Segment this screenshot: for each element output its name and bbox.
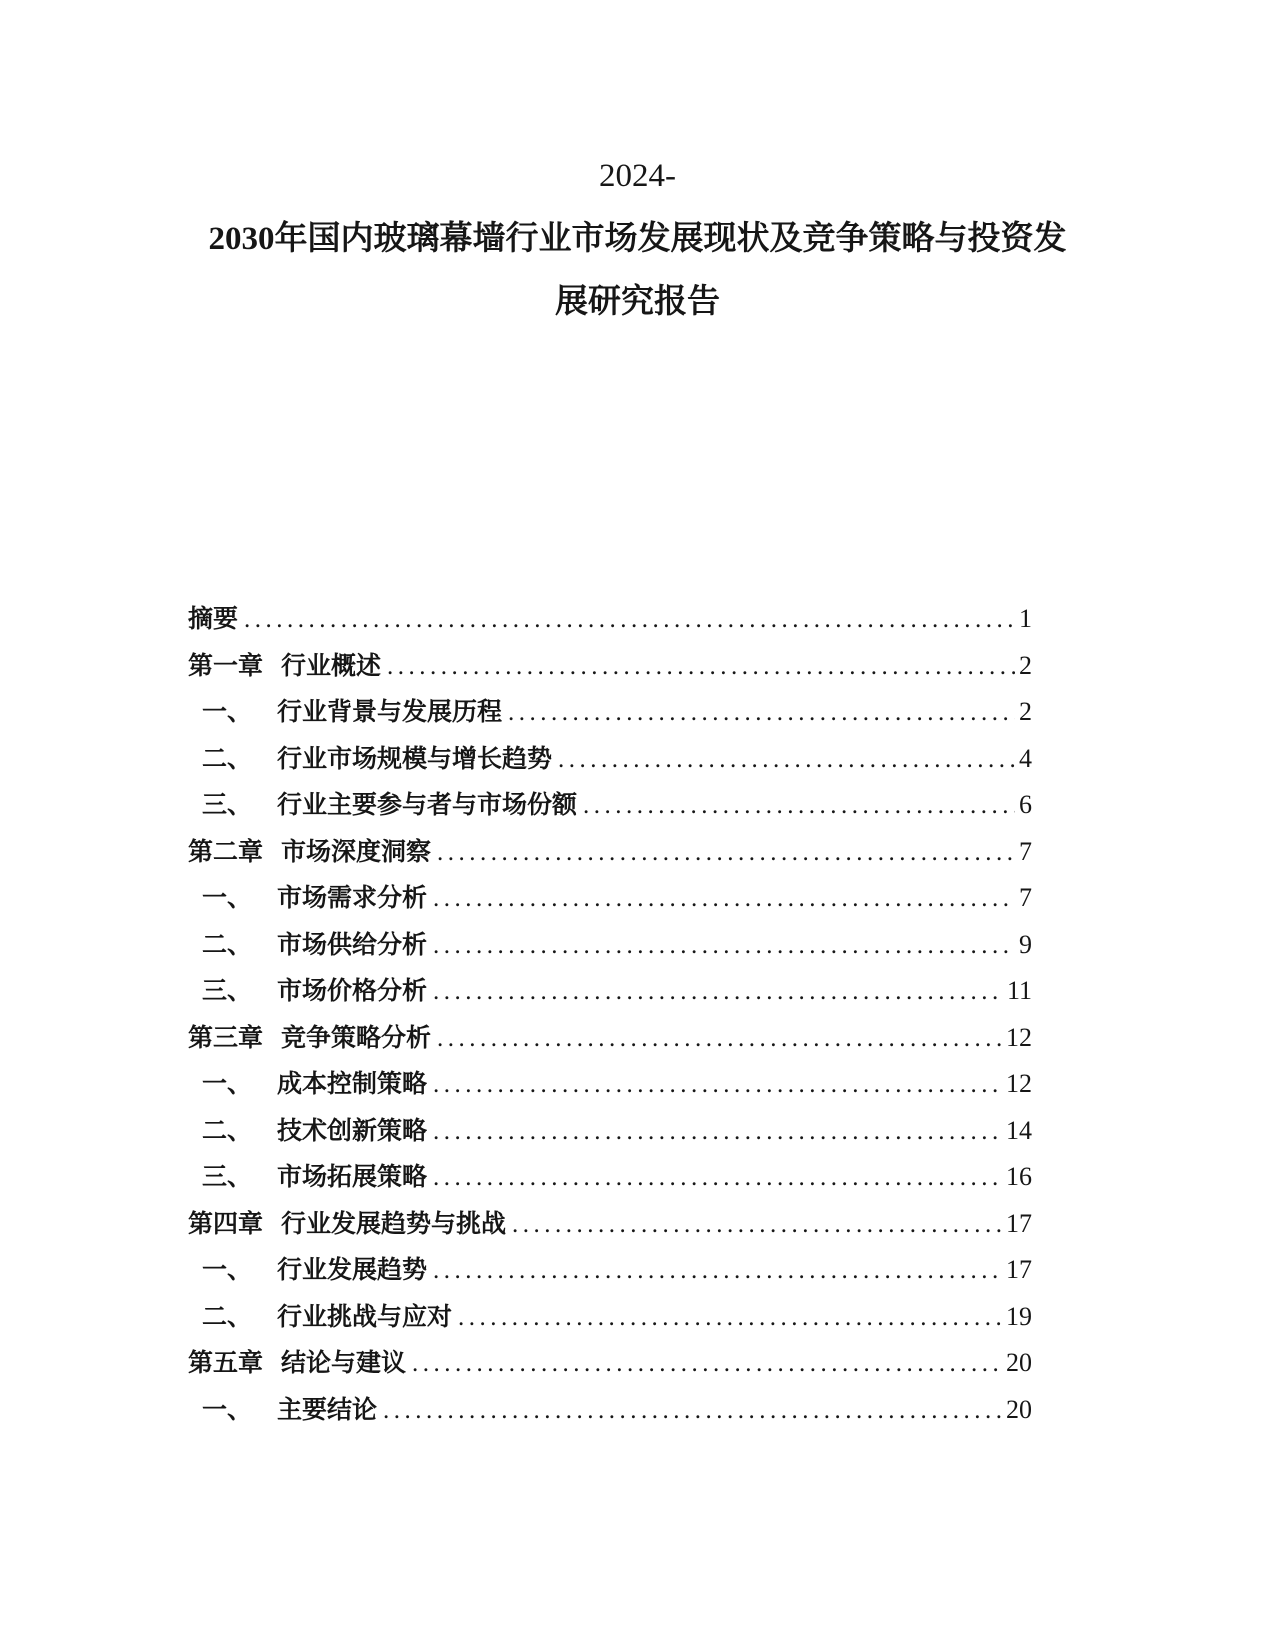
toc-entry-number: 一、 <box>202 884 253 912</box>
toc-entry-section-3-2[interactable] <box>188 1108 1032 1155</box>
report-title <box>120 145 1155 334</box>
toc-page-number: 2 <box>1019 697 1032 726</box>
toc-dot-leader <box>433 876 1015 923</box>
toc-dot-leader <box>437 1016 1002 1063</box>
toc-entry-section-3-3[interactable] <box>188 1154 1032 1201</box>
toc-entry-title: 结论与建议 <box>281 1349 407 1377</box>
toc-entry-title: 主要结论 <box>277 1395 378 1424</box>
toc-entry-section-2-1[interactable] <box>188 875 1032 922</box>
toc-page-number: 11 <box>1006 976 1032 1005</box>
toc-entry-number: 第一章 <box>188 651 264 680</box>
toc-entry-number: 一、 <box>202 698 253 726</box>
toc-dot-leader <box>512 1202 1002 1249</box>
toc-dot-leader <box>433 1109 1002 1156</box>
toc-page-number: 14 <box>1006 1115 1032 1145</box>
toc-page-number: 19 <box>1006 1301 1032 1331</box>
toc-page-number: 1 <box>1019 604 1032 633</box>
toc-entry-section-4-1[interactable] <box>188 1247 1032 1294</box>
toc-entry-title: 竞争策略分析 <box>281 1023 432 1052</box>
toc-page-number: 17 <box>1006 1255 1032 1284</box>
toc-page-number: 4 <box>1019 743 1032 773</box>
toc-entry-number: 三、 <box>202 977 253 1005</box>
toc-entry-title: 摘要 <box>188 605 239 633</box>
toc-page-number: 7 <box>1019 836 1032 866</box>
toc-page-number: 16 <box>1006 1162 1032 1191</box>
toc-page-number: 2 <box>1019 650 1032 680</box>
toc-page-number: 6 <box>1019 790 1032 819</box>
toc-entry-title: 市场深度洞察 <box>281 837 432 866</box>
toc-entry-number: 第三章 <box>188 1023 264 1052</box>
toc-entry-number: 二、 <box>202 1116 253 1145</box>
toc-entry-number: 三、 <box>202 791 253 819</box>
toc-dot-leader <box>437 830 1015 877</box>
toc-entry-chapter-4[interactable] <box>188 1201 1032 1248</box>
toc-entry-section-2-2[interactable] <box>188 922 1032 969</box>
toc-page-number: 12 <box>1006 1022 1032 1052</box>
toc-page-number: 7 <box>1019 883 1032 912</box>
toc-dot-leader <box>458 1295 1002 1342</box>
toc-entry-number: 一、 <box>202 1395 253 1424</box>
toc-entry-number: 三、 <box>202 1163 253 1191</box>
table-of-contents <box>188 596 1032 1433</box>
toc-page-number: 20 <box>1006 1394 1032 1424</box>
toc-dot-leader <box>433 969 1003 1016</box>
toc-dot-leader <box>383 1388 1002 1435</box>
toc-entry-title: 市场需求分析 <box>277 884 428 912</box>
toc-page-number: 20 <box>1006 1348 1032 1377</box>
toc-entry-title: 行业主要参与者与市场份额 <box>277 791 578 819</box>
toc-dot-leader <box>433 923 1015 970</box>
toc-entry-chapter-1[interactable] <box>188 643 1032 690</box>
toc-entry-chapter-5[interactable] <box>188 1340 1032 1387</box>
toc-entry-title: 行业发展趋势 <box>277 1256 428 1284</box>
toc-dot-leader <box>387 644 1015 691</box>
toc-page-number: 9 <box>1019 929 1032 959</box>
toc-entry-chapter-3[interactable] <box>188 1015 1032 1062</box>
toc-entry-title: 技术创新策略 <box>277 1116 428 1145</box>
toc-dot-leader <box>583 783 1015 830</box>
toc-entry-title: 市场供给分析 <box>277 930 428 959</box>
toc-entry-title: 成本控制策略 <box>277 1070 428 1098</box>
toc-page-number: 17 <box>1006 1208 1032 1238</box>
toc-entry-section-4-2[interactable] <box>188 1294 1032 1341</box>
toc-entry-abstract[interactable] <box>188 596 1032 643</box>
toc-entry-title: 行业市场规模与增长趋势 <box>277 744 553 773</box>
toc-entry-title: 行业概述 <box>281 651 382 680</box>
report-title-line-1: 2024- <box>599 158 676 194</box>
toc-entry-chapter-2[interactable] <box>188 829 1032 876</box>
toc-entry-section-1-1[interactable] <box>188 689 1032 736</box>
toc-dot-leader <box>412 1341 1002 1388</box>
toc-dot-leader <box>433 1155 1002 1202</box>
toc-dot-leader <box>508 690 1015 737</box>
toc-entry-number: 一、 <box>202 1070 253 1098</box>
toc-dot-leader <box>244 597 1015 644</box>
toc-entry-number: 第二章 <box>188 837 264 866</box>
toc-dot-leader <box>433 1062 1002 1109</box>
toc-entry-number: 二、 <box>202 1302 253 1331</box>
toc-entry-number: 第四章 <box>188 1209 264 1238</box>
toc-entry-number: 二、 <box>202 744 253 773</box>
toc-entry-title: 市场价格分析 <box>277 977 428 1005</box>
toc-page-number: 12 <box>1006 1069 1032 1098</box>
report-title-line-2: 2030年国内玻璃幕墙行业市场发展现状及竞争策略与投资发 <box>208 221 1067 257</box>
toc-dot-leader <box>433 1248 1002 1295</box>
toc-entry-title: 行业发展趋势与挑战 <box>281 1209 507 1238</box>
report-title-line-3: 展研究报告 <box>555 284 720 320</box>
toc-entry-number: 一、 <box>202 1256 253 1284</box>
toc-entry-number: 二、 <box>202 930 253 959</box>
toc-dot-leader <box>558 737 1015 784</box>
toc-entry-section-1-2[interactable] <box>188 736 1032 783</box>
toc-entry-number: 第五章 <box>188 1349 264 1377</box>
toc-entry-section-2-3[interactable] <box>188 968 1032 1015</box>
toc-entry-section-5-1[interactable] <box>188 1387 1032 1434</box>
toc-entry-title: 市场拓展策略 <box>277 1163 428 1191</box>
toc-entry-title: 行业背景与发展历程 <box>277 698 503 726</box>
toc-entry-title: 行业挑战与应对 <box>277 1302 453 1331</box>
toc-entry-section-3-1[interactable] <box>188 1061 1032 1108</box>
toc-entry-section-1-3[interactable] <box>188 782 1032 829</box>
